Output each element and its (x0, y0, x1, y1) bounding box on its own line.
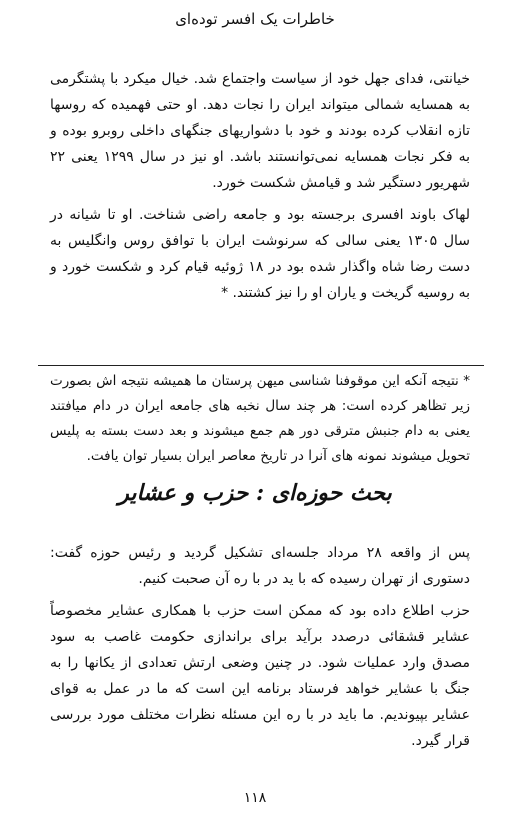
footnote-divider (38, 365, 484, 366)
page-number: ۱۱۸ (243, 790, 267, 806)
paragraph: لهاک باوند افسری برجسته بود و جامعه راضی شناخت. او تا شیانه در سال ۱۳۰۵ یعنی سالی که سرنوشت ایران با توافق روس وانگلیس به دست رضا شاه واگذار شده بود در ۱۸ ژوئیه قیام کرد و شکست خورد و به روسیه گریخت و یاران او را نیز کشتند. * (50, 207, 470, 301)
section-heading: بحث حوزه‌ای : حزب و عشایر (118, 480, 392, 506)
paragraph: خیانتی، فدای جهل خود از سیاست واجتماع شد. خیال میکرد با پشتگرمی به همسایه شمالی میتواند ایران را نجات دهد. او حتی فهمیده که روسها تازه انقلاب کرده بودند و خود با دشواریهای جنگهای داخلی روبرو بوده و به فکر نجات همسایه نمی‌توانستند باشد. او نیز در سال ۱۲۹۹ یعنی ۲۲ شهریور دستگیر شد و قیامش شکست خورد. (50, 71, 470, 191)
body-text-bottom (50, 540, 470, 754)
footnote: * نتیجه آنکه این موقوفنا شناسی میهن پرستان ما همیشه نتیجه اش بصورت زیر تظاهر کرده است: هر چند سال نخبه های جامعه ایران در دام میافتند یعنی به دام جنبش مترقی دور هم جمع میشوند و بعد دست بسته به پلیس تحویل میشوند نمونه های آنرا در تاریخ معاصر ایران بسیار توان یافت. (50, 373, 470, 464)
paragraph: حزب اطلاع داده بود که ممکن است حزب با همکاری عشایر مخصوصاً عشایر قشقائی درصدد برآید برای براندازی حکومت غاصب به سود مصدق وارد عملیات شود. در چنین وضعی ارتش تعدادی از یکانها را به جنگ با عشایر خواهد فرستاد برنامه این است که ما در عمل به قوای عشایر بپیوندیم. ما باید در با ره این مسئله نظرات مختلف مورد بررسی قرار گیرد. (50, 603, 470, 749)
running-header: خاطرات یک افسر توده‌ای (175, 10, 335, 28)
body-text-top (50, 66, 470, 306)
paragraph: پس از واقعه ۲۸ مرداد جلسه‌ای تشکیل گردید و رئیس حوزه گفت: دستوری از تهران رسیده که با ید در با ره آن صحبت کنیم. (50, 545, 470, 587)
